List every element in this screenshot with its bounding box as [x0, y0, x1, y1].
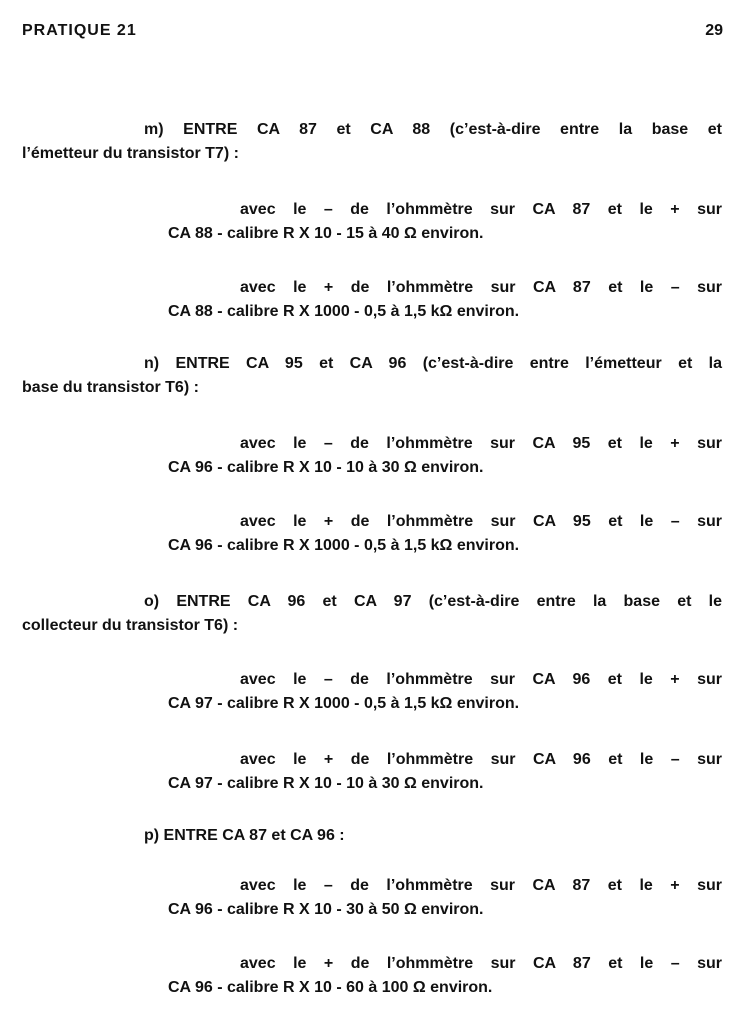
section-m-item-1: [168, 198, 722, 246]
section-n-heading: [22, 352, 722, 400]
section-n-heading-line-2: base du transistor T6) :: [22, 379, 199, 396]
section-m-item-2: [168, 276, 722, 324]
section-p-item-2-line-1: avec le + de l’ohmmètre sur CA 87 et le – sur: [240, 955, 722, 972]
section-o-item-2-line-1: avec le + de l’ohmmètre sur CA 96 et le – sur: [240, 751, 722, 768]
section-o-item-2: [168, 748, 722, 796]
section-o-heading-line-2: collecteur du transistor T6) :: [22, 617, 239, 634]
section-p-item-1: [168, 874, 722, 922]
section-m-item-2-line-2: CA 88 - calibre R X 1000 - 0,5 à 1,5 kΩ environ.: [168, 303, 520, 320]
section-n-item-1-line-2: CA 96 - calibre R X 10 - 10 à 30 Ω environ.: [168, 459, 484, 476]
section-n-item-2: [168, 510, 722, 558]
section-m-heading-line-2: l’émetteur du transistor T7) :: [22, 145, 239, 162]
section-m-heading-line-1: m) ENTRE CA 87 et CA 88 (c’est-à-dire entre la base et: [144, 121, 722, 138]
running-header-title: PRATIQUE 21: [22, 22, 137, 39]
section-p-heading-line-1: p) ENTRE CA 87 et CA 96 :: [144, 827, 345, 844]
section-n-heading-line-1: n) ENTRE CA 95 et CA 96 (c’est-à-dire entre l’émetteur et la: [144, 355, 722, 372]
section-o-heading-line-1: o) ENTRE CA 96 et CA 97 (c’est-à-dire entre la base et le: [144, 593, 722, 610]
section-m-item-2-line-1: avec le + de l’ohmmètre sur CA 87 et le – sur: [240, 279, 722, 296]
section-n-item-1: [168, 432, 722, 480]
section-o-item-2-line-2: CA 97 - calibre R X 10 - 10 à 30 Ω environ.: [168, 775, 484, 792]
section-m-heading: [22, 118, 722, 166]
section-o-item-1-line-1: avec le – de l’ohmmètre sur CA 96 et le + sur: [240, 671, 722, 688]
section-n-item-2-line-2: CA 96 - calibre R X 1000 - 0,5 à 1,5 kΩ environ.: [168, 537, 520, 554]
section-p-heading: [22, 824, 722, 848]
section-m-item-1-line-1: avec le – de l’ohmmètre sur CA 87 et le + sur: [240, 201, 722, 218]
section-m-item-1-line-2: CA 88 - calibre R X 10 - 15 à 40 Ω environ.: [168, 225, 484, 242]
section-n-item-2-line-1: avec le + de l’ohmmètre sur CA 95 et le – sur: [240, 513, 722, 530]
section-p-item-1-line-1: avec le – de l’ohmmètre sur CA 87 et le + sur: [240, 877, 722, 894]
section-o-heading: [22, 590, 722, 638]
section-p-item-2-line-2: CA 96 - calibre R X 10 - 60 à 100 Ω environ.: [168, 979, 493, 996]
section-n-item-1-line-1: avec le – de l’ohmmètre sur CA 95 et le + sur: [240, 435, 722, 452]
section-o-item-1: [168, 668, 722, 716]
section-p-item-2: [168, 952, 722, 1000]
section-o-item-1-line-2: CA 97 - calibre R X 1000 - 0,5 à 1,5 kΩ environ.: [168, 695, 520, 712]
page-number: 29: [705, 22, 723, 39]
section-p-item-1-line-2: CA 96 - calibre R X 10 - 30 à 50 Ω environ.: [168, 901, 484, 918]
